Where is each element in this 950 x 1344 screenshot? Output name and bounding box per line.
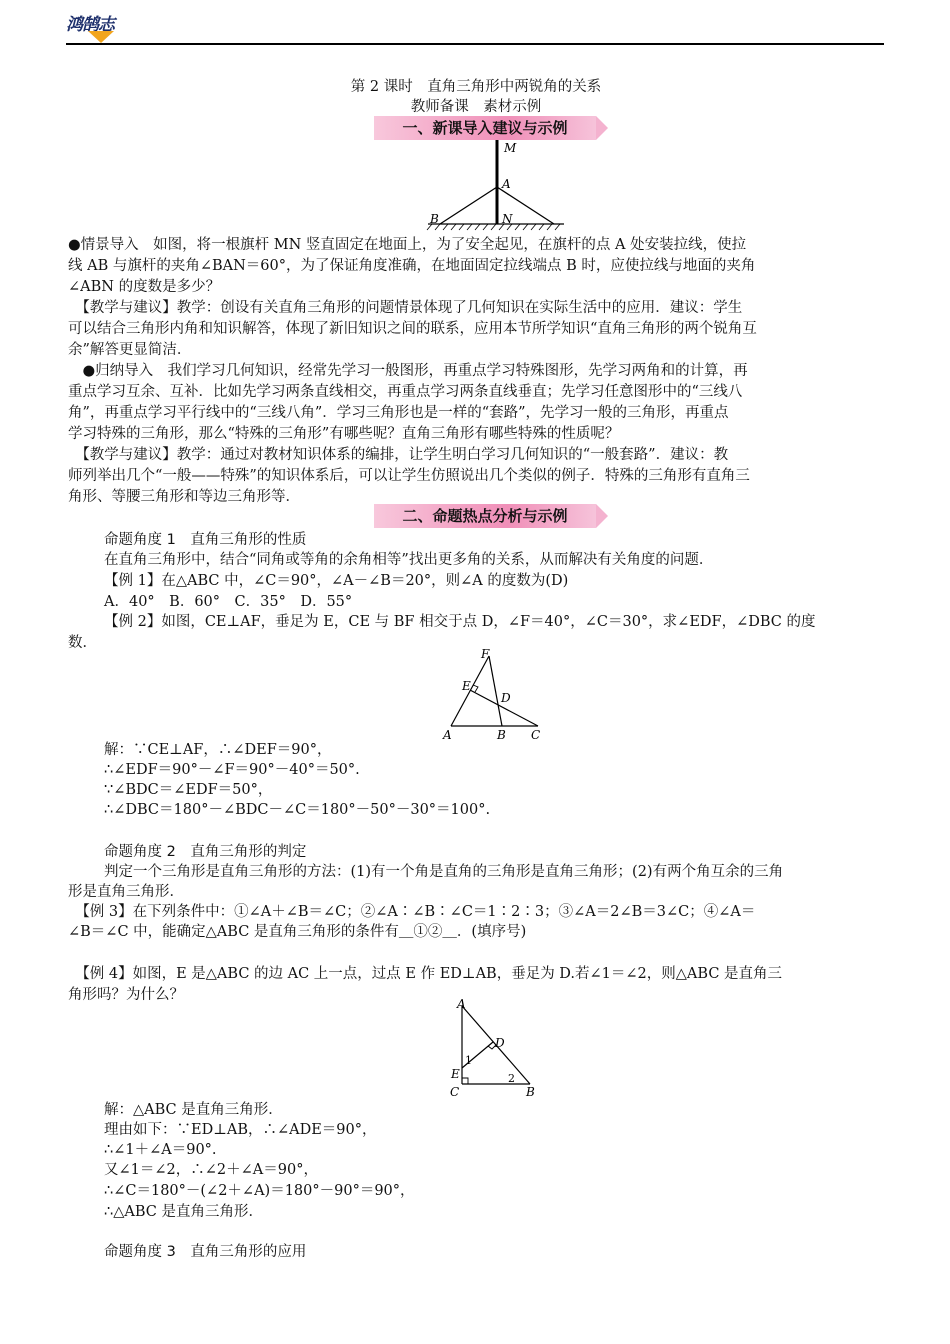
fig4-label-d: D xyxy=(495,1036,505,1050)
teaching-advice-2-line-2: 师列举出几个“一般——特殊”的知识体系后，可以让学生仿照说出几个类似的例子．特殊的三角形有直角三 xyxy=(68,468,750,484)
example2-solution-line-3: ∵∠BDC＝∠EDF＝50°， xyxy=(104,782,273,798)
teaching-advice-2-line-3: 角形、等腰三角形和等边三角形等． xyxy=(68,489,300,505)
fig2-label-c: C xyxy=(531,728,541,742)
section1-banner-text: 一、新课导入建议与示例 xyxy=(402,119,568,137)
header-rule xyxy=(66,43,884,45)
wire-ab-left xyxy=(440,187,497,224)
example2-figure xyxy=(438,646,548,742)
fig4-label-b: B xyxy=(526,1085,535,1099)
teaching-advice-1-line-2: 可以结合三角形内角和知识解答，体现了新旧知识之间的联系，应用本节所学知识“直角三角形的两个锐角互 xyxy=(68,321,757,337)
fig2-label-f: F xyxy=(481,647,490,661)
example2-solution-line-4: ∴∠DBC＝180°－∠BDC－∠C＝180°－50°－30°＝100°. xyxy=(104,802,491,818)
inductive-intro-line-2: 重点学习互余、互补．比如先学习两条直线相交，再重点学习两条直线垂直；先学习任意图形中的“三线八 xyxy=(68,384,743,400)
example1-question: 【例 1】在△ABC 中，∠C＝90°，∠A－∠B＝20°，则∠A 的度数为(D) xyxy=(104,573,569,589)
fig4-angle-1: 1 xyxy=(465,1054,472,1067)
example4-question-line-2: 角形吗？为什么？ xyxy=(68,987,184,1003)
example4-solution-line-6: ∴△ABC 是直角三角形． xyxy=(104,1204,263,1220)
publisher-logo xyxy=(66,10,146,44)
example1-options: A．40° B．60° C．35° D．55° xyxy=(104,594,353,610)
teaching-advice-1-line-1: 【教学与建议】教学：创设有关直角三角形的问题情景体现了几何知识在实际生活中的应用．建议：学生 xyxy=(68,300,743,316)
example4-question-line-1: 【例 4】如图，E 是△ABC 的边 AC 上一点，过点 E 作 ED⊥AB，垂足为 D.若∠1＝∠2，则△ABC 是直角三 xyxy=(68,966,783,982)
section2-banner-text: 二、命题热点分析与示例 xyxy=(402,507,568,525)
example2-solution-line-2: ∴∠EDF＝90°－∠F＝90°－40°＝50°. xyxy=(104,762,360,778)
example2-solution-line-1: 解：∵CE⊥AF，∴∠DEF＝90°， xyxy=(104,742,332,758)
logo-chevron-icon xyxy=(88,31,114,43)
teaching-advice-1-line-3: 余”解答更显简洁． xyxy=(68,342,192,358)
teaching-advice-2-line-1: 【教学与建议】教学：通过对教材知识体系的编排，让学生明白学习几何知识的“一般套路”．建议：教 xyxy=(68,447,729,463)
angle2-intro-line-1: 判定一个三角形是直角三角形的方法：(1)有一个角是直角的三角形是直角三角形；(2)有两个角互余的三角 xyxy=(104,864,784,880)
label-m: M xyxy=(504,141,517,155)
situation-intro-line-2: 线 AB 与旗杆的夹角∠BAN＝60°，为了保证角度准确，在地面固定拉线端点 B 时，应使拉线与地面的夹角 xyxy=(68,258,756,274)
fig2-label-b: B xyxy=(497,728,506,742)
example4-figure xyxy=(444,996,544,1100)
example3-line-2: ∠B＝∠C 中，能确定△ABC 是直角三角形的条件有＿①②＿．(填序号) xyxy=(68,924,527,940)
situation-intro-line-3: ∠ABN 的度数是多少？ xyxy=(68,279,221,295)
example4-solution-line-3: ∴∠1＋∠A＝90°. xyxy=(104,1142,217,1158)
logo-text: 鸿鹄志 xyxy=(66,15,114,35)
section2-banner xyxy=(374,504,596,528)
example4-solution-line-2: 理由如下：∵ED⊥AB，∴∠ADE＝90°， xyxy=(104,1122,377,1138)
inductive-intro-line-1: ●归纳导入 我们学习几何知识，经常先学习一般图形，再重点学习特殊图形，先学习两角和的计算，再 xyxy=(68,363,748,379)
example3-line-1: 【例 3】在下列条件中：①∠A＋∠B＝∠C；②∠A∶∠B∶∠C＝1∶2∶3；③∠A＝2∠B＝3∠C；④∠A＝ xyxy=(68,904,756,920)
fig4-label-e: E xyxy=(451,1067,460,1081)
example4-solution-line-5: ∴∠C＝180°－(∠2＋∠A)＝180°－90°＝90°， xyxy=(104,1183,415,1199)
example2-question-line-1: 【例 2】如图，CE⊥AF，垂足为 E，CE 与 BF 相交于点 D，∠F＝40°，∠C＝30°，求∠EDF，∠DBC 的度 xyxy=(104,614,816,630)
fig4-angle-2: 2 xyxy=(508,1072,515,1085)
lesson-title: 第 2 课时 直角三角形中两锐角的关系 xyxy=(350,79,602,95)
section1-banner xyxy=(374,116,596,140)
situation-intro-line-1: ●情景导入 如图，将一根旗杆 MN 竖直固定在地面上，为了安全起见，在旗杆的点 A 处安装拉线，使拉 xyxy=(68,237,747,253)
example4-solution-line-1: 解：△ABC 是直角三角形． xyxy=(104,1102,283,1118)
label-a: A xyxy=(502,177,511,191)
fig4-label-c: C xyxy=(450,1085,460,1099)
angle1-title: 命题角度 1 直角三角形的性质 xyxy=(104,532,307,548)
ground-hatching xyxy=(427,224,560,230)
inductive-intro-line-3: 角”，再重点学习平行线中的“三线八角”．学习三角形也是一样的“套路”，先学习一般的三角形，再重点 xyxy=(68,405,729,421)
angle2-title: 命题角度 2 直角三角形的判定 xyxy=(104,844,307,860)
right-angle-mark-e xyxy=(473,685,478,692)
flagpole-figure xyxy=(420,138,570,232)
fig2-label-d: D xyxy=(501,691,511,705)
inductive-intro-line-4: 学习特殊的三角形，那么“特殊的三角形”有哪些呢？直角三角形有哪些特殊的性质呢？ xyxy=(68,426,620,442)
lesson-subtitle: 教师备课 素材示例 xyxy=(410,99,542,115)
angle1-intro: 在直角三角形中，结合“同角或等角的余角相等”找出更多角的关系，从而解决有关角度的问题． xyxy=(104,552,714,568)
fig2-label-a: A xyxy=(443,728,452,742)
right-angle-mark-c xyxy=(462,1078,468,1084)
angle2-intro-line-2: 形是直角三角形． xyxy=(68,884,184,900)
label-b: B xyxy=(430,212,439,226)
fig4-label-a: A xyxy=(457,997,466,1011)
label-n: N xyxy=(502,212,513,226)
example4-solution-line-4: 又∠1＝∠2，∴∠2＋∠A＝90°， xyxy=(104,1162,318,1178)
example2-question-line-2: 数． xyxy=(68,635,97,651)
fig2-label-e: E xyxy=(462,679,471,693)
angle3-title: 命题角度 3 直角三角形的应用 xyxy=(104,1244,307,1260)
